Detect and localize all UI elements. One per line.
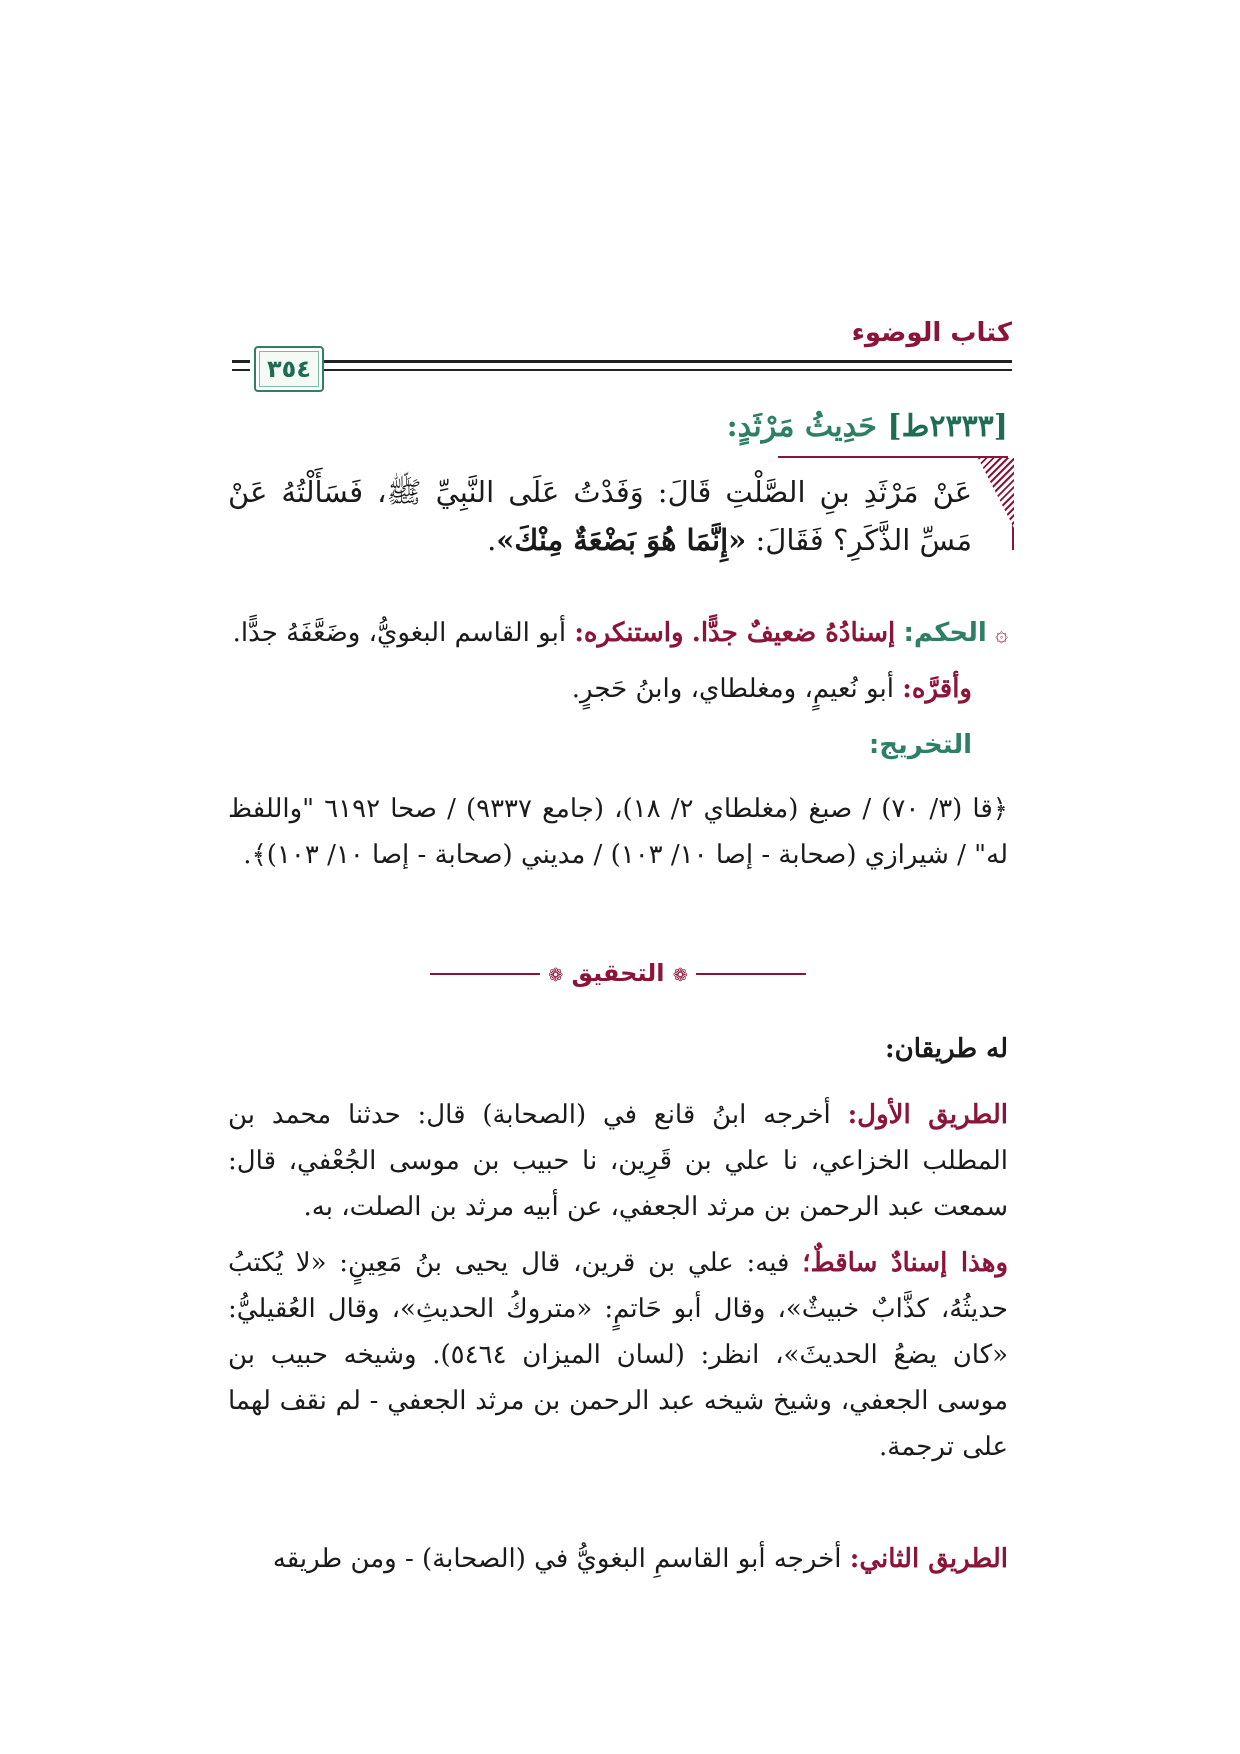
tahqiq-label: التحقيق — [571, 959, 665, 987]
isnad-label: وهذا إسنادٌ ساقطٌ؛ — [802, 1248, 1009, 1278]
takhrij-heading — [192, 724, 1008, 766]
hukm-label: الحكم: — [903, 618, 987, 648]
book-title: كتاب الوضوء — [851, 318, 1012, 348]
page-header — [232, 318, 1012, 398]
header-rule — [322, 369, 1012, 371]
takhrij-label: التخريج: — [868, 730, 972, 760]
first-path-text: أخرجه ابنُ قانع في (الصحابة) قال: حدثنا محمد بن المطلب الخزاعي، نا علي بن قَرِين، نا حبيب بن موسى الجُعْفي، قال: سمعت عبد الرحمن بن مرثد الجعفي، عن أبيه مرثد بن الصلت، به. — [228, 1100, 1008, 1222]
aqarrahu-label: وأقرَّه: — [902, 674, 972, 704]
header-rule — [232, 369, 250, 371]
aqarrahu-line — [192, 668, 1008, 710]
matn-text — [228, 468, 1008, 564]
hadith-matn — [228, 468, 1008, 564]
hadith-heading — [228, 406, 1008, 448]
turuq-heading: له طريقان: — [885, 1034, 1008, 1064]
isnad-text: فيه: علي بن قرين، قال يحيى بنُ مَعِينٍ: «لا يُكتبُ حديثُهُ، كذَّابٌ خبيثٌ»، وقال أبو حَاتمٍ: «متروكُ الحديثِ»، وقال العُقيليُّ: «كان يضعُ الحديثَ»، انظر: (لسان الميزان ٥٤٦٤). وشيخه حبيب بن موسى الجعفي، وشيخ شيخه عبد الرحمن بن مرثد الجعفي - لم نقف لهما على ترجمة. — [228, 1248, 1008, 1462]
hukm-line — [228, 612, 1008, 656]
first-path — [228, 1092, 1008, 1230]
matn-body: عَنْ مَرْثَدِ بنِ الصَّلْتِ قَالَ: وَفَدْتُ عَلَى النَّبِيِّ ﷺ، فَسَأَلْتُهُ عَنْ مَسِّ الذَّكَرِ؟ فَقَالَ: — [228, 475, 972, 557]
matn-end: . — [487, 523, 497, 557]
isnad-critique — [228, 1240, 1008, 1470]
takhrij-text: ﴿قا (٣/ ٧٠) / صبغ (مغلطاي ٢/ ١٨)، (جامع ٩٣٣٧) / صحا ٦١٩٢ "واللفظ له" / شيرازي (صحابة - إصا ١٠/ ١٠٣) / مديني (صحابة - إصا ١٠/ ١٠٣)﴾. — [228, 794, 1008, 870]
first-path-label: الطريق الأول: — [847, 1100, 1008, 1130]
divider-line — [430, 973, 540, 975]
second-path-label: الطريق الثاني: — [849, 1544, 1008, 1574]
ornament-icon: ❁ — [672, 965, 688, 986]
matn-quote: «إِنَّمَا هُوَ بَضْعَةٌ مِنْكَ» — [496, 523, 747, 557]
header-rule — [232, 360, 250, 363]
second-path-text: أخرجه أبو القاسمِ البغويُّ في (الصحابة) - ومن طريقه — [272, 1544, 842, 1574]
divider-line — [696, 973, 806, 975]
istankarahu-label: واستنكره: — [574, 618, 684, 648]
page-number-frame — [254, 346, 324, 392]
hadith-title: حَدِيثُ مَرْثَدٍ: — [726, 409, 877, 444]
flower-icon: ۞ — [995, 622, 1008, 647]
matn-frame-line — [778, 456, 1008, 458]
header-rule — [322, 360, 1012, 363]
hadith-number: [٢٣٣٣ط] — [887, 409, 1008, 444]
page-number: ٣٥٤ — [267, 355, 311, 383]
hukm-grade: إسنادُهُ ضعيفٌ جدًّا. — [691, 618, 896, 648]
tahqiq-divider — [228, 952, 1008, 997]
aqarrahu-text: أبو نُعيمٍ، ومغلطاي، وابنُ حَجرٍ. — [571, 674, 894, 704]
istankarahu-text: أبو القاسم البغويُّ، وضَعَّفَهُ جدًّا. — [232, 618, 567, 648]
second-path — [228, 1536, 1008, 1582]
ornament-icon: ❁ — [548, 965, 564, 986]
